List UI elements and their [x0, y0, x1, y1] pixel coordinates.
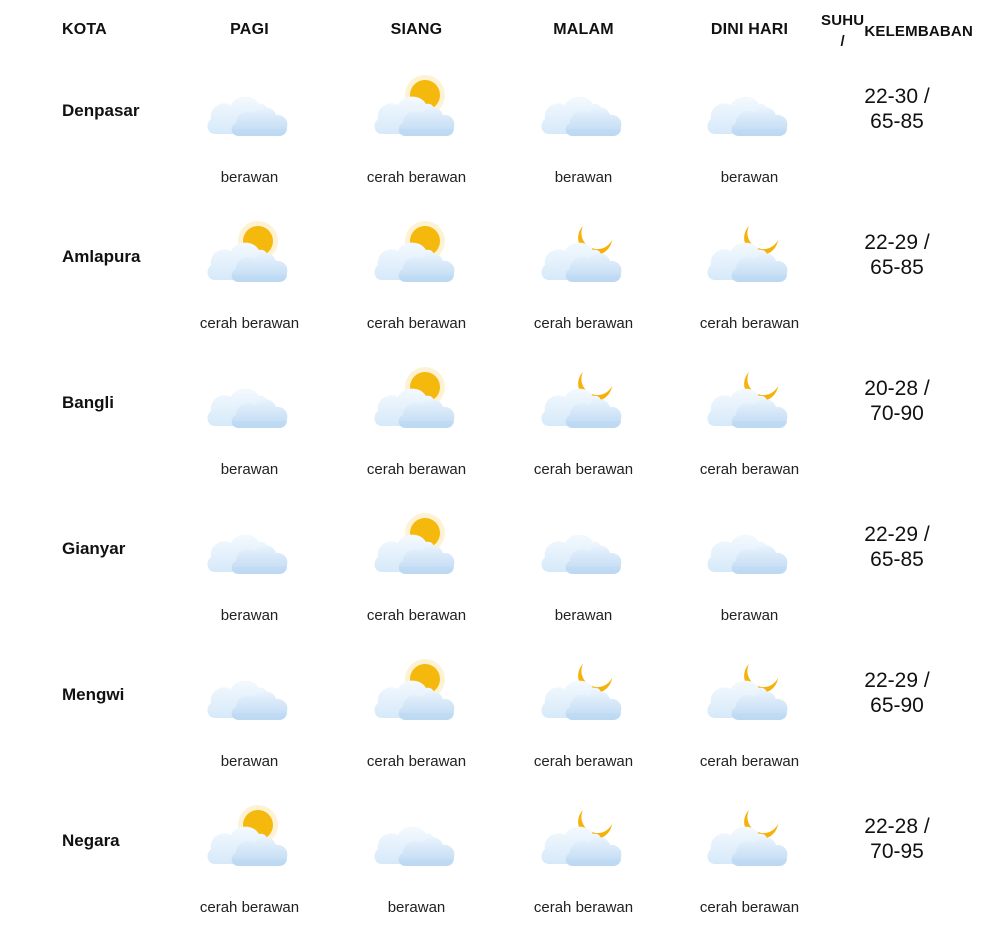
- weather-label: cerah berawan: [699, 899, 800, 916]
- moon-cloud-icon: [539, 804, 629, 874]
- header-dini-hari: DINI HARI: [710, 21, 789, 38]
- forecast-cell: [166, 217, 333, 363]
- cloud-icon: [205, 512, 295, 582]
- humidity-range: 65-85: [870, 548, 924, 571]
- forecast-cell: [333, 217, 500, 363]
- sun-cloud-icon: [372, 512, 462, 582]
- humidity-range: 65-85: [870, 110, 924, 133]
- weather-label: cerah berawan: [533, 315, 634, 332]
- city-row: [0, 801, 1000, 947]
- weather-label: berawan: [220, 461, 279, 478]
- city-row: [0, 509, 1000, 655]
- moon-cloud-icon: [705, 366, 795, 436]
- forecast-cell: [500, 217, 667, 363]
- city-row: [0, 217, 1000, 363]
- forecast-cell: [166, 801, 333, 947]
- forecast-cell: [666, 363, 833, 509]
- forecast-cell: [666, 509, 833, 655]
- temp-range: 22-29 /: [864, 231, 930, 254]
- cloud-icon: [205, 366, 295, 436]
- cloud-icon: [372, 804, 462, 874]
- cloud-icon: [705, 74, 795, 144]
- cloud-icon: [705, 512, 795, 582]
- cloud-icon: [205, 74, 295, 144]
- header-kota: KOTA: [62, 21, 107, 38]
- temp-humidity: [833, 668, 961, 718]
- sun-cloud-icon: [372, 658, 462, 728]
- temp-humidity: [833, 84, 961, 134]
- forecast-cell: [166, 71, 333, 217]
- weather-label: berawan: [720, 169, 779, 186]
- city-name: Mengwi: [62, 685, 125, 704]
- header-pagi: PAGI: [230, 21, 269, 38]
- forecast-cell: [333, 655, 500, 801]
- sun-cloud-icon: [372, 74, 462, 144]
- city-row: [0, 655, 1000, 801]
- weather-label: berawan: [220, 753, 279, 770]
- sun-cloud-icon: [372, 220, 462, 290]
- weather-label: berawan: [220, 169, 279, 186]
- temp-range: 22-29 /: [864, 523, 930, 546]
- moon-cloud-icon: [539, 220, 629, 290]
- moon-cloud-icon: [705, 804, 795, 874]
- header-kelembaban: KELEMBABAN: [864, 22, 973, 40]
- sun-cloud-icon: [372, 366, 462, 436]
- humidity-range: 65-90: [870, 694, 924, 717]
- weather-label: cerah berawan: [199, 315, 300, 332]
- forecast-cell: [666, 655, 833, 801]
- weather-label: berawan: [554, 169, 613, 186]
- moon-cloud-icon: [539, 658, 629, 728]
- forecast-cell: [500, 655, 667, 801]
- city-row: [0, 71, 1000, 217]
- forecast-cell: [166, 509, 333, 655]
- forecast-cell: [166, 363, 333, 509]
- forecast-cell: [666, 71, 833, 217]
- weather-label: berawan: [220, 607, 279, 624]
- forecast-cell: [500, 509, 667, 655]
- city-name: Gianyar: [62, 539, 126, 558]
- weather-label: berawan: [720, 607, 779, 624]
- city-name: Denpasar: [62, 101, 140, 120]
- temp-humidity: [833, 814, 961, 864]
- weather-label: cerah berawan: [199, 899, 300, 916]
- city-name: Amlapura: [62, 247, 141, 266]
- weather-label: cerah berawan: [366, 753, 467, 770]
- forecast-cell: [333, 509, 500, 655]
- humidity-range: 70-95: [870, 840, 924, 863]
- header-malam: MALAM: [553, 21, 614, 38]
- weather-label: cerah berawan: [366, 607, 467, 624]
- weather-label: cerah berawan: [699, 753, 800, 770]
- forecast-cell: [500, 363, 667, 509]
- temp-humidity: [833, 230, 961, 280]
- header-siang: SIANG: [390, 21, 443, 38]
- forecast-cell: [333, 363, 500, 509]
- weather-label: cerah berawan: [366, 461, 467, 478]
- weather-label: cerah berawan: [366, 315, 467, 332]
- city-name: Negara: [62, 831, 120, 850]
- temp-range: 22-30 /: [864, 85, 930, 108]
- weather-label: cerah berawan: [366, 169, 467, 186]
- header-suhu-kelembaban: [821, 8, 973, 54]
- moon-cloud-icon: [705, 658, 795, 728]
- moon-cloud-icon: [539, 366, 629, 436]
- cloud-icon: [539, 512, 629, 582]
- humidity-range: 70-90: [870, 402, 924, 425]
- weather-label: berawan: [387, 899, 446, 916]
- sun-cloud-icon: [205, 804, 295, 874]
- forecast-cell: [333, 801, 500, 947]
- weather-label: cerah berawan: [699, 461, 800, 478]
- moon-cloud-icon: [705, 220, 795, 290]
- forecast-cell: [166, 655, 333, 801]
- temp-humidity: [833, 376, 961, 426]
- weather-label: cerah berawan: [533, 461, 634, 478]
- temp-humidity: [833, 522, 961, 572]
- sun-cloud-icon: [205, 220, 295, 290]
- cloud-icon: [539, 74, 629, 144]
- forecast-cell: [666, 217, 833, 363]
- weather-label: berawan: [554, 607, 613, 624]
- temp-range: 22-28 /: [864, 815, 930, 838]
- temp-range: 20-28 /: [864, 377, 930, 400]
- forecast-cell: [666, 801, 833, 947]
- forecast-cell: [500, 71, 667, 217]
- weather-label: cerah berawan: [533, 753, 634, 770]
- weather-label: cerah berawan: [533, 899, 634, 916]
- city-row: [0, 363, 1000, 509]
- header-suhu: SUHU /: [821, 12, 865, 50]
- weather-label: cerah berawan: [699, 315, 800, 332]
- forecast-cell: [500, 801, 667, 947]
- cloud-icon: [205, 658, 295, 728]
- forecast-cell: [333, 71, 500, 217]
- humidity-range: 65-85: [870, 256, 924, 279]
- city-name: Bangli: [62, 393, 114, 412]
- temp-range: 22-29 /: [864, 669, 930, 692]
